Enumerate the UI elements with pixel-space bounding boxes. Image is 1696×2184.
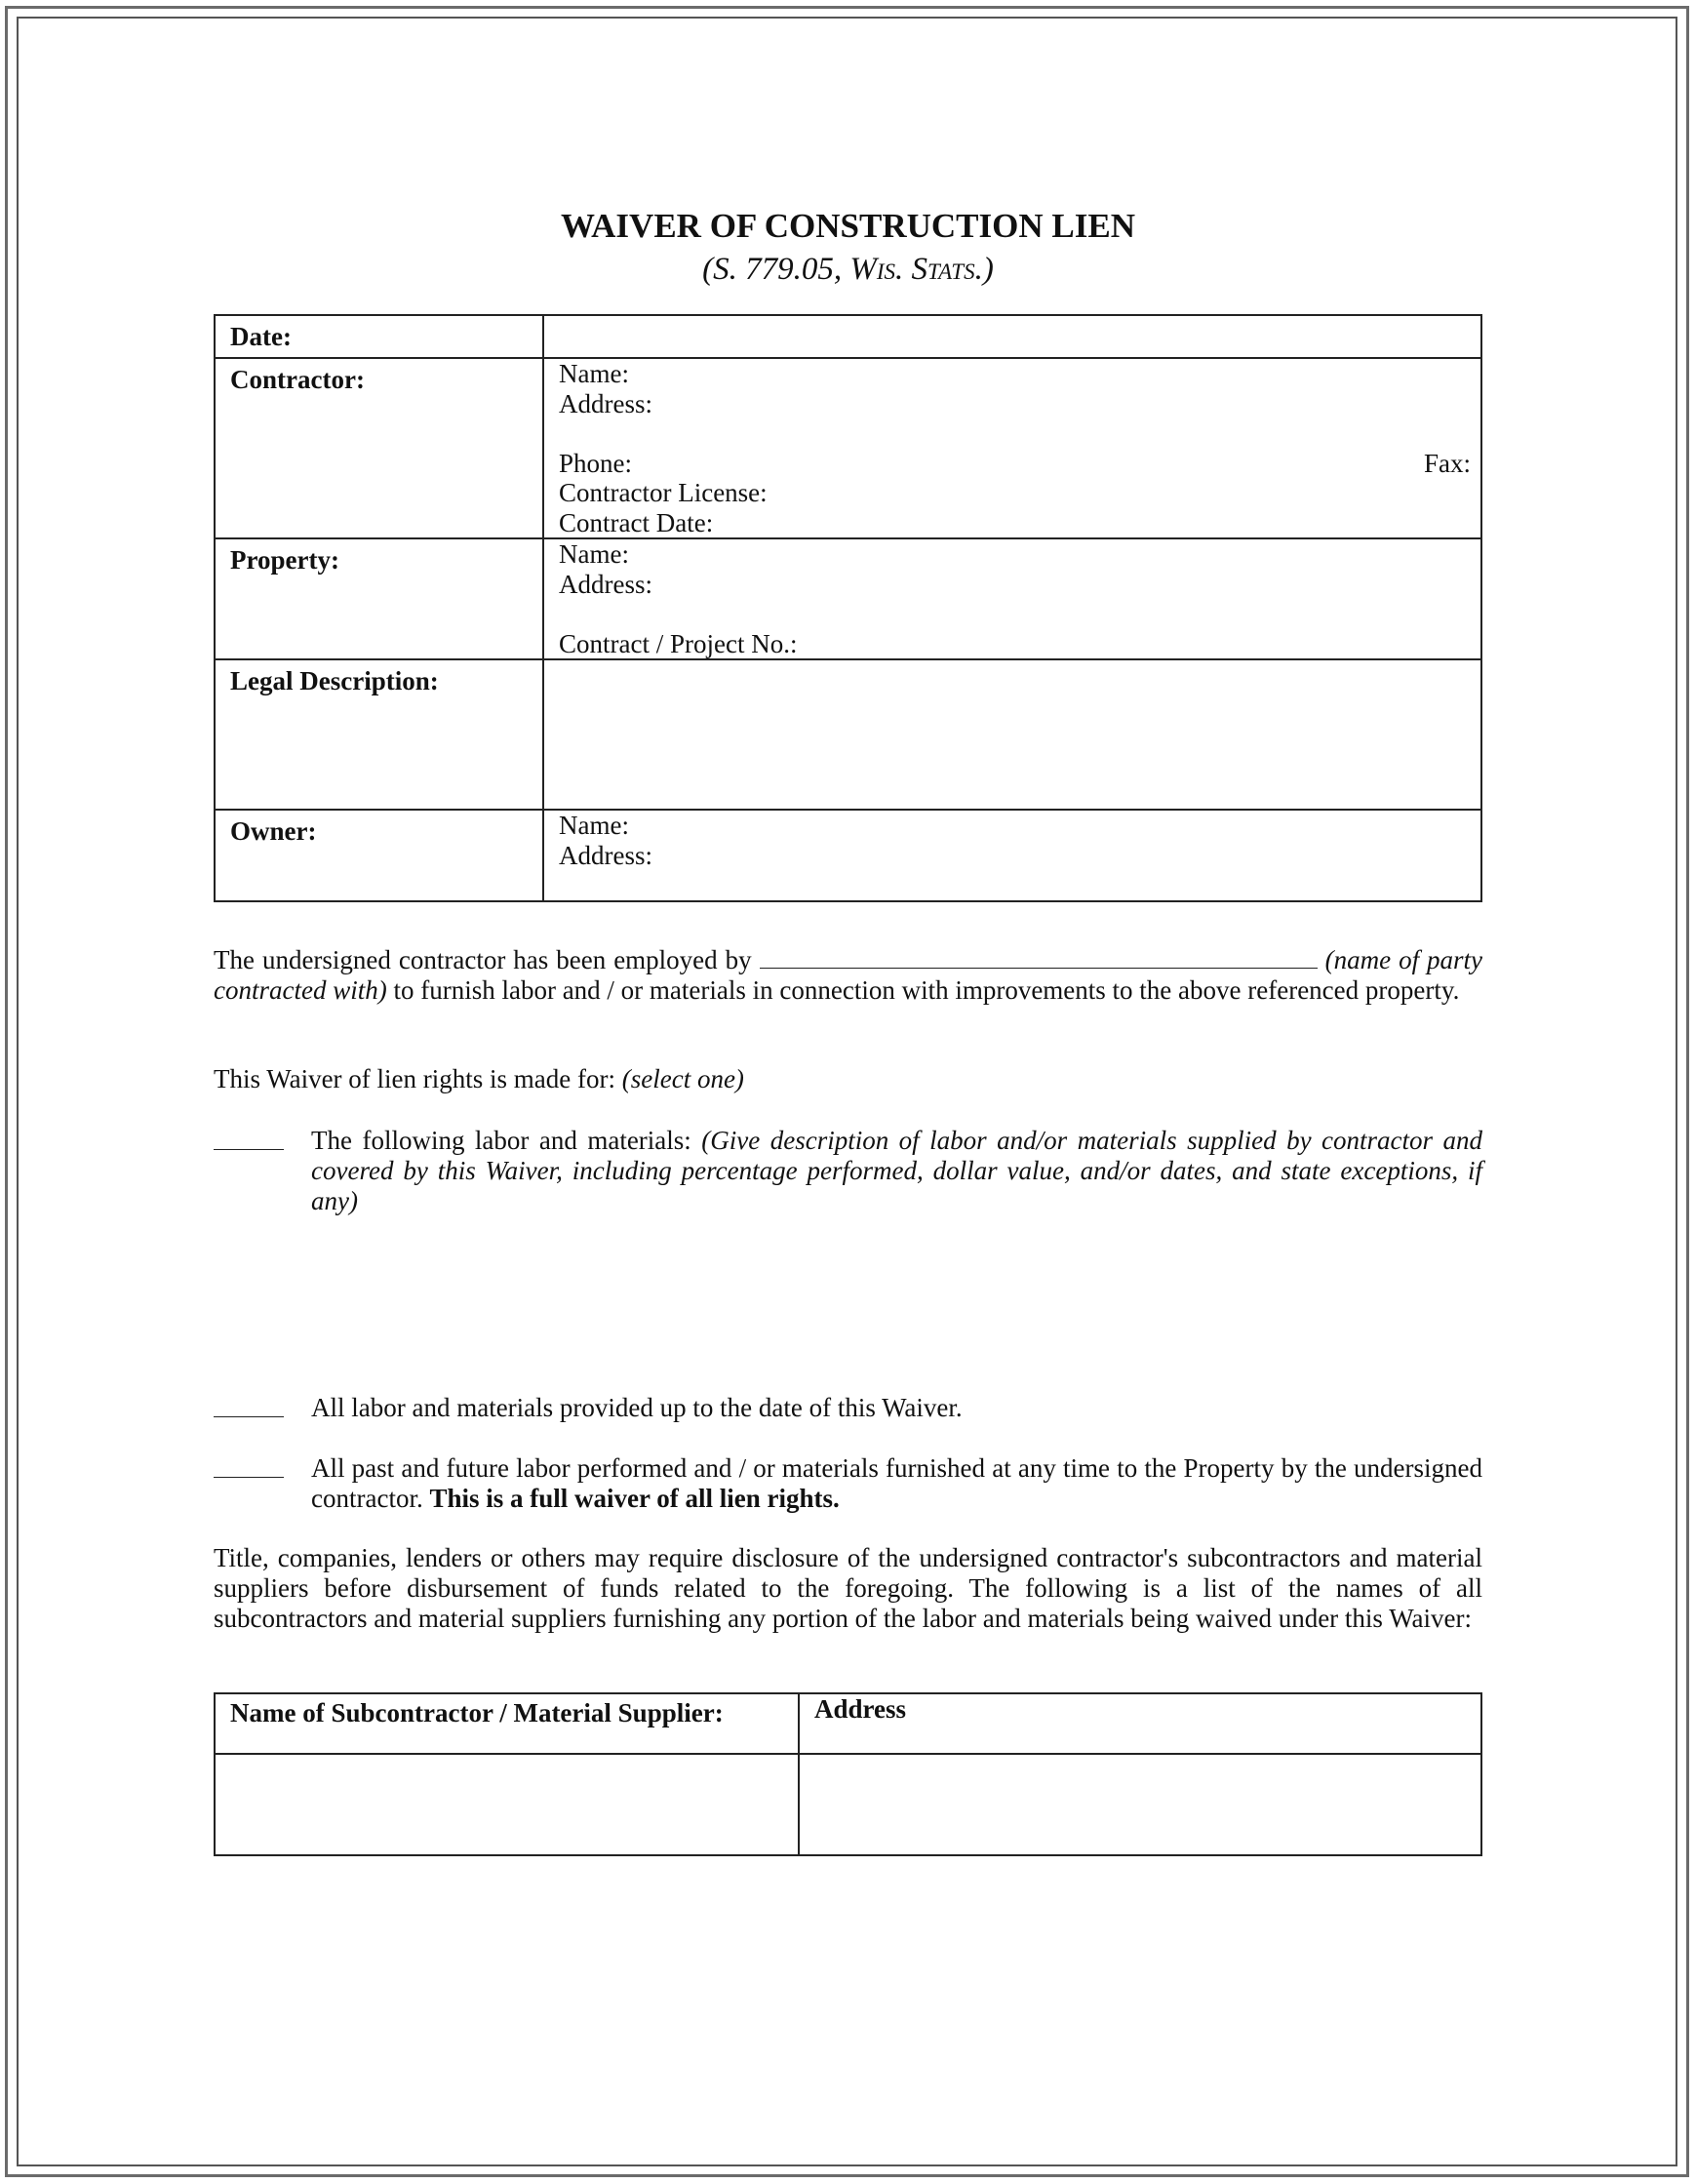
- subcontractor-entry-row: [215, 1754, 1481, 1855]
- document-title: WAIVER OF CONSTRUCTION LIEN: [561, 207, 1135, 245]
- contractor-name-label: Name:: [559, 359, 629, 388]
- contract-date-label: Contract Date:: [559, 507, 714, 537]
- owner-name-label: Name:: [559, 811, 629, 840]
- option-two-blank[interactable]: [214, 1393, 284, 1424]
- subcontractor-address-header: Address: [799, 1693, 1481, 1754]
- subcontractor-name-cell[interactable]: [215, 1754, 799, 1855]
- contractor-phone-label: Phone:: [559, 448, 633, 478]
- contractor-row: [215, 358, 1481, 538]
- property-label: Property:: [215, 538, 543, 659]
- option-one-blank[interactable]: [214, 1126, 284, 1157]
- legal-description-field[interactable]: [543, 659, 1481, 810]
- document-subtitle: (S. 779.05, Wis. Stats.): [702, 252, 994, 287]
- property-row: [215, 538, 1481, 659]
- waiver-intro: This Waiver of lien rights is made for: (select one): [214, 1064, 744, 1093]
- date-label: Date:: [215, 315, 543, 358]
- property-project-no-label: Contract / Project No.:: [559, 628, 798, 658]
- owner-field[interactable]: [543, 810, 1481, 901]
- owner-row: [215, 810, 1481, 901]
- info-table: [214, 314, 1482, 902]
- contractor-field[interactable]: [543, 358, 1481, 538]
- employment-paragraph: The undersigned contractor has been employed by (name of party contracted with) to furnish labor and / or materials in connection with improvements to the above referenced property.: [214, 945, 1483, 1005]
- property-name-label: Name:: [559, 539, 629, 569]
- owner-label: Owner:: [215, 810, 543, 901]
- legal-description-row: [215, 659, 1481, 810]
- contractor-label: Contractor:: [215, 358, 543, 538]
- contractor-fax-label: Fax:: [1424, 448, 1472, 478]
- property-field[interactable]: [543, 538, 1481, 659]
- option-three-blank[interactable]: [214, 1453, 284, 1485]
- subcontractor-name-header: Name of Subcontractor / Material Supplier:: [215, 1693, 799, 1754]
- contractor-license-label: Contractor License:: [559, 478, 768, 507]
- subcontractor-header-row: [215, 1693, 1481, 1754]
- subcontractor-address-cell[interactable]: [799, 1754, 1481, 1855]
- date-field[interactable]: [543, 315, 1481, 358]
- property-address-label: Address:: [559, 569, 652, 599]
- disclosure-paragraph: Title, companies, lenders or others may require disclosure of the undersigned contractor's subcontractors and material suppliers before disbursement of funds related to the foregoing. The following is a list of the names of all subcontractors and material suppliers furnishing any portion of the labor and materials being waived under this Waiver:: [214, 1543, 1482, 1633]
- owner-address-label: Address:: [559, 840, 652, 870]
- legal-description-label: Legal Description:: [215, 659, 543, 810]
- date-row: [215, 315, 1481, 358]
- subcontractor-table: [214, 1692, 1482, 1856]
- contracting-party-blank[interactable]: [760, 944, 1318, 969]
- contractor-address-label: Address:: [559, 388, 652, 418]
